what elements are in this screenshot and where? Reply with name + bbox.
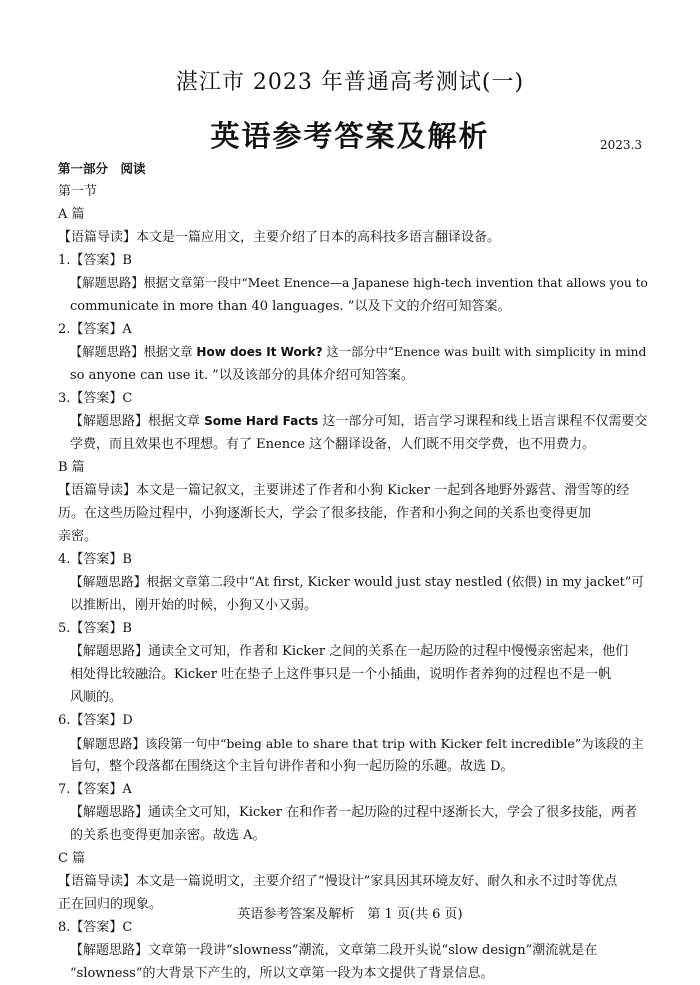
passage-a-label: A 篇 xyxy=(58,207,85,222)
q2-explanation-pre: 【解题思路】根据文章 xyxy=(70,345,197,359)
passage-c-intro-line: 正在回归的现象。 xyxy=(58,897,163,912)
page-footer: 英语参考答案及解析 第 1 页(共 6 页) xyxy=(237,907,463,922)
q3-answer: 3.【答案】C xyxy=(58,391,133,406)
passage-a-intro: 【语篇导读】本文是一篇应用文，主要介绍了日本的高科技多语言翻译设备。 xyxy=(58,230,501,245)
q7-answer: 7.【答案】A xyxy=(58,782,132,797)
document-body xyxy=(58,157,648,985)
passage-b-intro-line: 亲密。 xyxy=(58,529,98,544)
document-date: 2023.3 xyxy=(600,138,642,152)
q2-explanation-line xyxy=(58,341,648,364)
q1-explanation-line: 【解题思路】根据文章第一段中“Meet Enence—a Japanese high-tech invention that allows you to xyxy=(70,276,648,290)
passage-b-intro-line: 【语篇导读】本文是一篇记叙文，主要讲述了作者和小狗 Kicker 一起到各地野外露营、滑雪等的经 xyxy=(58,483,630,498)
q4-explanation-line: 【解题思路】根据文章第二段中“At first, Kicker would just stay nestled (依偎) in my jacket”可 xyxy=(70,575,645,590)
q8-explanation-line: “slowness”的大背景下产生的，所以文章第一段为本文提供了背景信息。 xyxy=(70,966,494,981)
q7-explanation-line: 【解题思路】通读全文可知，Kicker 在和作者一起历险的过程中逐渐长大，学会了很多技能，两者 xyxy=(70,805,638,820)
q3-explanation-line: 学费，而且效果也不理想。有了 Enence 这个翻译设备，人们既不用交学费，也不用费力。 xyxy=(70,437,596,452)
passage-b-intro-line: 历。在这些历险过程中，小狗逐渐长大，学会了很多技能，作者和小狗之间的关系也变得更加 xyxy=(58,506,592,521)
document-title: 英语参考答案及解析 xyxy=(210,119,490,153)
q2-section-ref: How does It Work? xyxy=(196,345,323,359)
q8-explanation-line: 【解题思路】文章第一段讲“slowness”潮流，文章第二段开头说“slow design”潮流就是在 xyxy=(70,943,598,958)
q3-explanation-line xyxy=(58,410,648,433)
q5-explanation-line: 风顺的。 xyxy=(70,690,123,705)
part-heading: 第一部分 阅读 xyxy=(58,161,146,176)
q3-explanation-post: 这一部分可知，语言学习课程和线上语言课程不仅需要交 xyxy=(318,414,648,429)
q2-explanation-post: 这一部分中“Enence was built with simplicity in mind xyxy=(322,345,647,359)
q6-explanation-line: 旨句，整个段落都在围绕这个主旨句讲作者和小狗一起历险的乐趣。故选 D。 xyxy=(70,759,514,774)
q4-answer: 4.【答案】B xyxy=(58,552,132,567)
q3-section-ref: Some Hard Facts xyxy=(204,414,319,428)
passage-b-label: B 篇 xyxy=(58,460,85,475)
q1-answer: 1.【答案】B xyxy=(58,253,132,268)
q5-explanation-line: 【解题思路】通读全文可知，作者和 Kicker 之间的关系在一起历险的过程中慢慢亲密起来，他们 xyxy=(70,644,629,659)
exam-title: 湛江市 2023 年普通高考测试(一) xyxy=(175,70,525,95)
q8-answer: 8.【答案】C xyxy=(58,920,133,935)
section-heading: 第一节 xyxy=(58,184,98,199)
passage-c-intro-line: 【语篇导读】本文是一篇说明文，主要介绍了“慢设计”家具因其环境友好、耐久和永不过时等优点 xyxy=(58,874,618,889)
q6-explanation-line: 【解题思路】该段第一句中“being able to share that trip with Kicker felt incredible”为该段的主 xyxy=(70,736,644,751)
passage-c-label: C 篇 xyxy=(58,851,86,866)
q5-answer: 5.【答案】B xyxy=(58,621,132,636)
q2-answer: 2.【答案】A xyxy=(58,322,132,337)
q6-answer: 6.【答案】D xyxy=(58,713,133,728)
q7-explanation-line: 的关系也变得更加亲密。故选 A。 xyxy=(70,828,266,843)
q4-explanation-line: 以推断出，刚开始的时候，小狗又小又弱。 xyxy=(70,598,318,613)
q3-explanation-pre: 【解题思路】根据文章 xyxy=(70,414,205,429)
q5-explanation-line: 相处得比较融洽。Kicker 吐在垫子上这件事只是一个小插曲，说明作者养狗的过程也不是一帆 xyxy=(70,667,612,682)
q1-explanation-line: communicate in more than 40 languages. ”以及下文的介绍可知答案。 xyxy=(70,299,511,314)
q2-explanation-line: so anyone can use it. ”以及该部分的具体介绍可知答案。 xyxy=(70,368,414,383)
